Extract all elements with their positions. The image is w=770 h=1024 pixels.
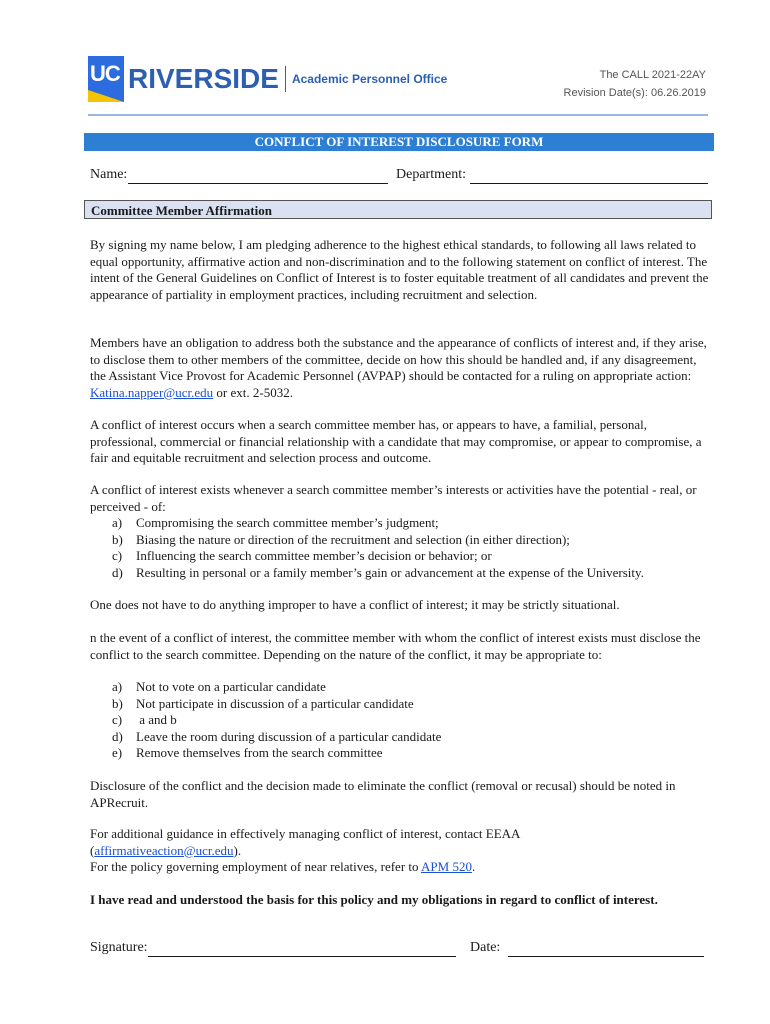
list-item-text: a and b [136,712,177,728]
paragraph-text [90,843,710,860]
signature-field[interactable] [148,956,456,957]
affirmation-statement [90,892,710,909]
list-item [112,745,712,762]
paragraph-text: I have read and understood the basis for this policy and my obligations in regard to conflict of interest. [90,892,658,907]
list-item-text: Not participate in discussion of a particular candidate [136,695,414,711]
call-info [564,66,706,102]
apm-520-link[interactable]: APM 520 [421,859,472,875]
signature-label: Signature: [90,940,148,955]
list-item [112,712,712,729]
form-title: CONFLICT OF INTEREST DISCLOSURE FORM [84,133,714,151]
list-marker: d) [112,728,123,744]
list-item-text: Influencing the search committee member’s decision or behavior; or [136,548,492,564]
ucr-logo [88,56,447,102]
uc-logo-mark [88,56,124,102]
paragraph-text [90,859,710,876]
list-item [112,548,712,565]
paragraph-text: A conflict of interest exists whenever a search committee member’s interests or activities have the potential - real, or perceived - of: [90,482,697,514]
paragraph-text-part: Members have an obligation to address both the substance and the appearance of conflicts of interest and, if they arise, to disclose them to other members of the committee, decide on how this should be handled and, if any disagreement, the Assistant Vice Provost for Academic Personnel (AVPAP) should be contacted for a ruling on appropriate action: [90,335,707,384]
remedy-list [112,679,712,762]
paragraph-text: n the event of a conflict of interest, the committee member with whom the conflict of interest exists must disclose the conflict to the search committee. Depending on the nature of the conflict, it may be appropriate to: [90,630,701,662]
paragraph-event [90,630,710,663]
logo-accent-shape [88,90,124,102]
list-marker: b) [112,695,123,711]
list-item [112,565,712,582]
date-label: Date: [470,940,501,955]
name-department-row [90,167,710,187]
section-title: Committee Member Affirmation [84,200,712,219]
paragraph-intent [90,237,710,303]
paragraph-definition [90,417,710,467]
list-marker: a) [112,515,123,530]
date-field[interactable] [508,956,704,957]
paragraph-exists [90,482,710,515]
list-item-text: Biasing the nature or direction of the recruitment and selection (in either direction); [136,531,570,547]
department-label: Department: [396,167,466,182]
department-field[interactable] [470,183,708,184]
header-rule [88,114,708,116]
paragraph-disclosure [90,778,710,811]
list-marker: c) [112,712,123,728]
avpap-email-link[interactable]: Katina.napper@ucr.edu [90,384,214,400]
revision-date: Revision Date(s): 06.26.2019 [563,87,706,99]
paragraph-text: Disclosure of the conflict and the decision made to eliminate the conflict (removal or recusal) should be noted in APRecruit. [90,778,676,810]
logo-divider [285,66,286,92]
list-item [112,679,712,696]
paragraph-text-part: ). [233,842,242,858]
list-item-text: Leave the room during discussion of a particular candidate [136,728,442,744]
paragraph-text-part: or ext. 2-5032. [213,384,293,400]
logo-mark-text: UC [90,61,120,86]
list-item [112,515,712,532]
call-year: The CALL 2021-22AY [599,69,706,81]
office-name: Academic Personnel Office [291,72,448,86]
paragraph-text-part: ( [90,842,95,858]
list-item [112,532,712,549]
list-item-text: Remove themselves from the search committee [136,745,383,761]
logo-wordmark: RIVERSIDE [128,63,279,94]
list-item-text: Compromising the search committee member’s judgment; [136,515,439,530]
list-item [112,696,712,713]
list-marker: e) [112,745,123,761]
paragraph-text-part: . [471,859,476,875]
paragraph-text: A conflict of interest occurs when a search committee member has, or appears to have, a familial, personal, professional, commercial or financial relationship with a candidate that may compromise, or appear to compromise, a fair and equitable recruitment and selection process and outcome. [90,417,702,466]
paragraph-text: For additional guidance in effectively managing conflict of interest, contact EEAA [90,826,521,841]
name-field[interactable] [128,183,388,184]
paragraph-obligation [90,335,710,401]
list-marker: c) [112,548,123,564]
list-item-text: Not to vote on a particular candidate [136,679,326,694]
eeaa-email-link[interactable]: affirmativeaction@ucr.edu [94,842,234,858]
list-item [112,729,712,746]
list-marker: b) [112,531,123,547]
paragraph-guidance [90,826,710,876]
conflict-criteria-list [112,515,712,581]
paragraph-text [90,335,710,401]
list-item-text: Resulting in personal or a family member’s gain or advancement at the expense of the University. [136,564,644,580]
paragraph-text: By signing my name below, I am pledging adherence to the highest ethical standards, to following all laws related to equal opportunity, affirmative action and non-discrimination and to the following statement on conflict of interest. The intent of the General Guidelines on Conflict of Interest is to foster equitable treatment of all candidates and prevent the appearance of partiality in employment practices, including recruitment and selection. [90,237,709,302]
paragraph-text-part: For the policy governing employment of near relatives, refer to [90,859,422,875]
name-label: Name: [90,167,128,182]
signature-row [90,940,710,960]
paragraph-situational [90,597,710,614]
list-marker: d) [112,564,123,580]
list-marker: a) [112,679,123,694]
paragraph-text: One does not have to do anything improper to have a conflict of interest; it may be strictly situational. [90,597,620,612]
